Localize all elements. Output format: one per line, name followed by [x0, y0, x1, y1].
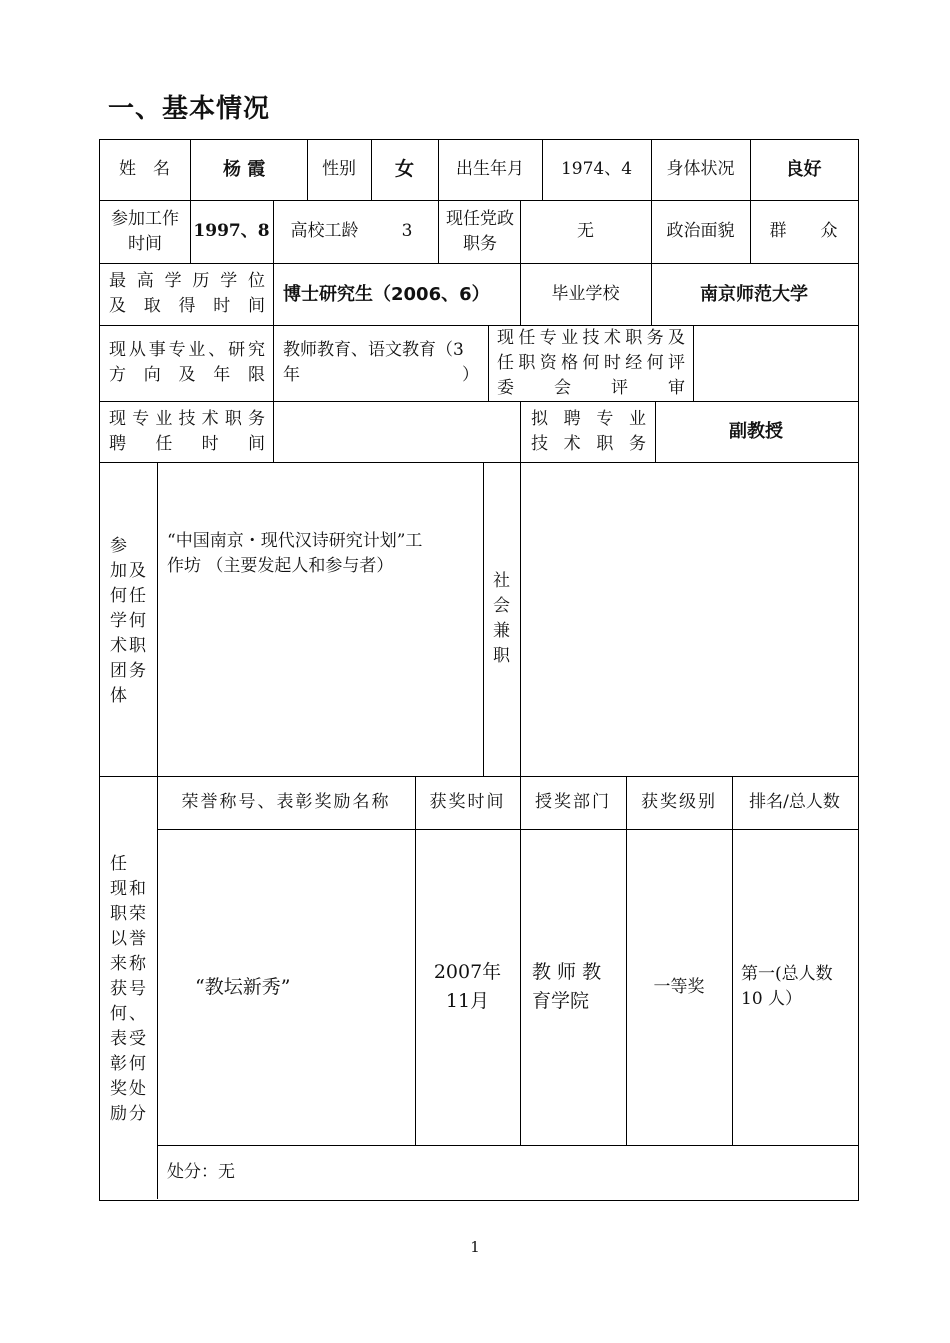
label-char: 以 — [110, 929, 127, 949]
label-char: 号 — [129, 979, 146, 999]
label-char: 任 — [110, 854, 127, 874]
health-label: 身体状况 — [666, 159, 735, 179]
social-positions-label — [483, 569, 520, 669]
academic-groups-value: “中国南京・现代汉诗研究计划”工 作坊 （主要发起人和参与者） — [167, 531, 423, 576]
academic-groups-label — [109, 534, 153, 709]
school-label: 毕业学校 — [551, 283, 620, 304]
gender-label: 性别 — [322, 159, 356, 179]
label-char: 加 — [110, 561, 127, 581]
col-divider — [273, 325, 274, 401]
basic-info-table — [99, 139, 859, 1201]
college-years-value: 3 — [401, 221, 413, 241]
award-header-time: 获奖时间 — [429, 792, 506, 812]
label-char: 参 — [110, 536, 127, 556]
label-char: 获 — [110, 979, 127, 999]
label-char: 称 — [129, 954, 146, 974]
section-title: 一、基本情况 — [108, 94, 271, 124]
label-char: 处 — [129, 1079, 146, 1099]
party-post-label: 现任党政职务 — [446, 208, 514, 254]
label-char: 何 — [129, 611, 146, 631]
award-header-dept: 授奖部门 — [535, 792, 611, 812]
proposed-title-value: 副教授 — [729, 421, 783, 442]
label-char: 何 — [110, 1004, 127, 1024]
award-department: 教 师 教 育学院 — [532, 961, 602, 1012]
label-char: 荣 — [129, 904, 146, 924]
label-char: 职 — [110, 904, 127, 924]
col-divider — [520, 401, 521, 462]
award-time: 2007年 11月 — [433, 961, 502, 1012]
award-header-rank: 排名/总人数 — [749, 792, 840, 812]
awards-side-label — [109, 852, 153, 1127]
award-level: 一等奖 — [653, 976, 705, 997]
label-char: 励 — [110, 1104, 127, 1124]
label-column — [109, 534, 128, 709]
col-divider — [488, 325, 489, 401]
label-char: 现 — [110, 879, 127, 899]
label-char: 表 — [110, 1029, 127, 1049]
major-label: 现从事专业、研究 方向及年限 — [109, 340, 265, 385]
major-value: 教师教育、语文教育（3 年 ） — [283, 340, 479, 385]
label-char: 学 — [110, 611, 127, 631]
title-qualification-value — [693, 325, 857, 401]
label-char: 职 — [493, 646, 510, 666]
name-value: 杨 霞 — [223, 159, 266, 180]
degree-label: 最高学历学位 及取得时间 — [109, 271, 265, 316]
label-char: 兼 — [493, 621, 510, 641]
label-char: 誉 — [129, 929, 146, 949]
gender-value: 女 — [394, 158, 414, 180]
label-char — [128, 684, 147, 709]
proposed-title-label: 拟聘专业 技术职务 — [531, 408, 646, 454]
work-start-label: 参加工作时间 — [111, 208, 179, 254]
birth-value: 1974、4 — [560, 159, 633, 179]
college-years-label: 高校工龄 — [290, 221, 359, 241]
label-column — [128, 852, 147, 1127]
label-char: 分 — [129, 1104, 146, 1124]
social-positions-value — [520, 462, 857, 776]
label-column — [109, 852, 128, 1127]
label-char: 团 — [110, 661, 127, 681]
name-label: 姓 名 — [119, 159, 170, 179]
award-name: “教坛新秀” — [195, 975, 291, 998]
school-value: 南京师范大学 — [700, 283, 808, 305]
label-char: 务 — [129, 661, 146, 681]
hire-time-value — [273, 401, 520, 462]
degree-value: 博士研究生（2006、6） — [283, 283, 490, 305]
hire-time-label: 现专业技术职务 聘任时间 — [109, 408, 265, 454]
label-char: 会 — [493, 596, 510, 616]
award-rank: 第一(总人数 10 人） — [741, 964, 833, 1009]
label-char: 、 — [129, 1004, 146, 1024]
punishment-note: 处分：无 — [167, 1161, 235, 1182]
health-value: 良好 — [785, 159, 822, 180]
political-status-label: 政治面貌 — [666, 221, 735, 241]
label-char: 何 — [110, 586, 127, 606]
label-char: 来 — [110, 954, 127, 974]
label-char: 受 — [129, 1029, 146, 1049]
award-header-level: 获奖级别 — [641, 792, 717, 812]
label-char — [128, 534, 147, 559]
col-divider — [438, 200, 439, 263]
label-char: 和 — [129, 879, 146, 899]
label-char: 社 — [493, 571, 510, 591]
political-status-value: 群 众 — [769, 221, 838, 241]
label-column — [128, 534, 147, 709]
label-char: 术 — [110, 636, 127, 656]
label-char: 何 — [129, 1054, 146, 1074]
label-char: 任 — [129, 586, 146, 606]
party-post-value: 无 — [577, 221, 594, 241]
label-char — [128, 852, 147, 877]
page-number: 1 — [470, 1238, 480, 1256]
label-char: 体 — [110, 686, 127, 706]
label-char: 职 — [129, 636, 146, 656]
label-char: 及 — [129, 561, 146, 581]
birth-label: 出生年月 — [456, 159, 524, 179]
label-char: 彰 — [110, 1054, 127, 1074]
title-qualification-label: 现任专业技术职务及 任职资格何时经何评 委会评审 — [497, 327, 685, 398]
award-header-name: 荣誉称号、表彰奖励名称 — [181, 792, 391, 812]
work-start-value: 1997、8 — [193, 221, 270, 241]
label-char: 奖 — [110, 1079, 127, 1099]
